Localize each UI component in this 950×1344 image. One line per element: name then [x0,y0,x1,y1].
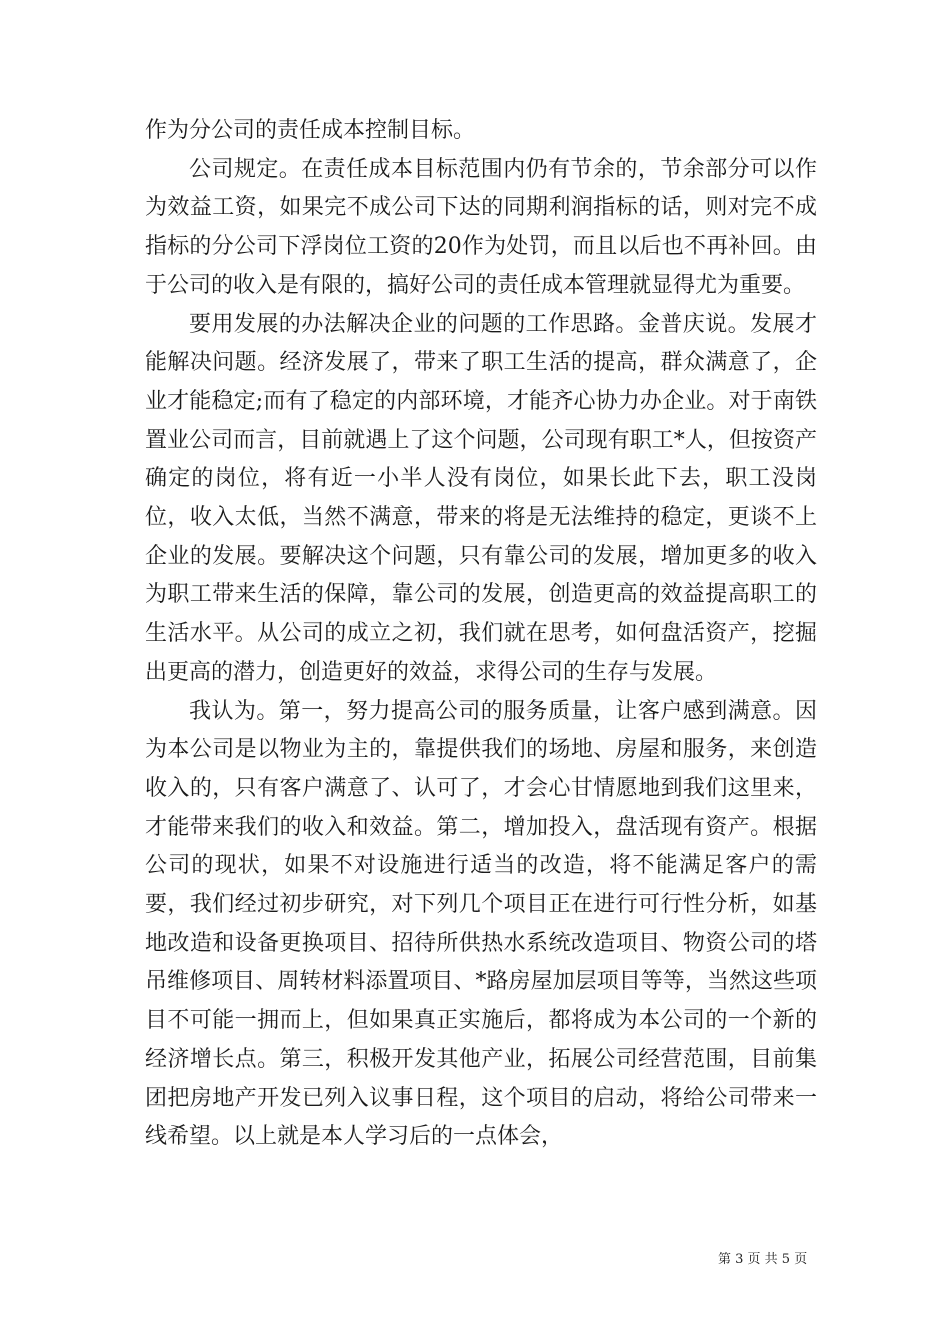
document-body [145,112,817,1157]
paragraph-company-rules: 公司规定。在责任成本目标范围内仍有节余的，节余部分可以作为效益工资，如果完不成公司下达的同期利润指标的话，则对完不成指标的分公司下浮岗位工资的20作为处罚，而且以后也不再补回。由于公司的收入是有限的，搞好公司的责任成本管理就显得尤为重要。 [145,156,817,298]
paragraph-my-view: 我认为。第一，努力提高公司的服务质量，让客户感到满意。因为本公司是以物业为主的，靠提供我们的场地、房屋和服务，来创造收入的，只有客户满意了、认可了，才会心甘情愿地到我们这里来，才能带来我们的收入和效益。第二，增加投入，盘活现有资产。根据公司的现状，如果不对设施进行适当的改造，将不能满足客户的需要，我们经过初步研究，对下列几个项目正在进行可行性分析，如基地改造和设备更换项目、招待所供热水系统改造项目、物资公司的塔吊维修项目、周转材料添置项目、*路房屋加层项目等等，当然这些项目不可能一拥而上，但如果真正实施后，都将成为本公司的一个新的经济增长点。第三，积极开发其他产业，拓展公司经营范围，目前集团把房地产开发已列入议事日程，这个项目的启动，将给公司带来一线希望。以上就是本人学习后的一点体会， [145,698,817,1150]
paragraph-development-approach: 要用发展的办法解决企业的问题的工作思路。金普庆说。发展才能解决问题。经济发展了，带来了职工生活的提高，群众满意了，企业才能稳定;而有了稳定的内部环境，才能齐心协力办企业。对于南铁置业公司而言，目前就遇上了这个问题，公司现有职工*人，但按资产确定的岗位，将有近一小半人没有岗位，如果长此下去，职工没岗位，收入太低，当然不满意，带来的将是无法维持的稳定，更谈不上企业的发展。要解决这个问题，只有靠公司的发展，增加更多的收入为职工带来生活的保障，靠公司的发展，创造更高的效益提高职工的生活水平。从公司的成立之初，我们就在思考，如何盘活资产，挖掘出更高的潜力，创造更好的效益，求得公司的生存与发展。 [145,311,817,685]
paragraph-continuation: 作为分公司的责任成本控制目标。 [145,118,476,143]
page-number-footer: 第 3 页 共 5 页 [718,1252,808,1267]
